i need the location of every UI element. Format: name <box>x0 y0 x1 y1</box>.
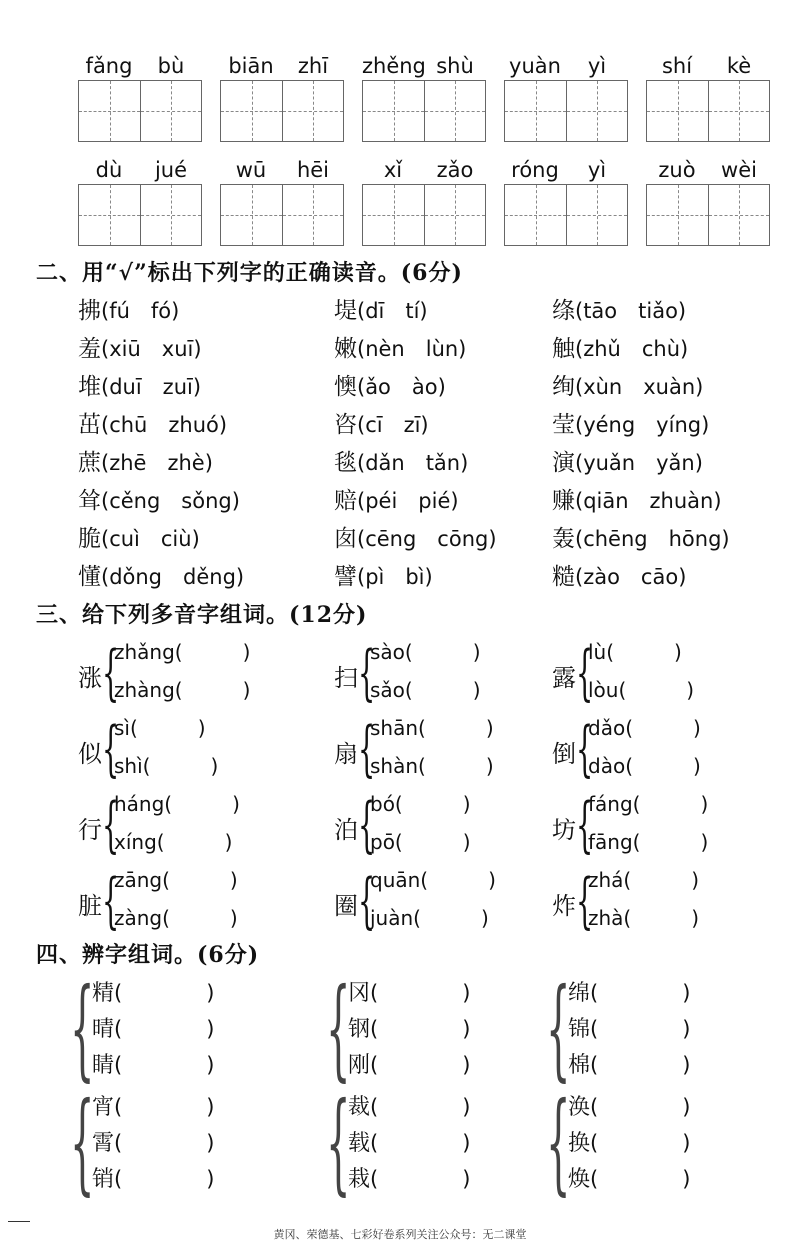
reading-item[interactable] <box>78 406 227 439</box>
word-blank[interactable] <box>92 1048 214 1079</box>
reading-char: 羞 <box>78 336 101 362</box>
reading-options[interactable]: (chū zhuó) <box>101 413 228 437</box>
pinyin-group <box>220 158 362 246</box>
reading-options[interactable]: (chēng hōng) <box>575 527 730 551</box>
reading-item[interactable] <box>552 406 709 439</box>
reading-options[interactable]: (nèn lùn) <box>357 337 467 361</box>
reading-blank[interactable]: pō( ) <box>370 830 471 854</box>
pinyin-label: kè <box>726 54 752 78</box>
pinyin-group <box>78 54 220 142</box>
polyphone-item <box>334 864 534 942</box>
pinyin-label: shù <box>436 54 474 78</box>
brace-icon: { <box>102 638 120 708</box>
reading-item[interactable] <box>78 558 244 591</box>
reading-options[interactable]: (zào cāo) <box>575 565 687 589</box>
writing-grid[interactable] <box>646 184 770 246</box>
reading-item[interactable] <box>78 444 213 477</box>
pinyin-row-2 <box>78 158 778 246</box>
polyphone-item <box>78 864 278 942</box>
polyphone-char: 坊 <box>552 816 576 844</box>
word-blank[interactable] <box>348 1126 470 1157</box>
blank[interactable]: ( ) <box>114 981 215 1005</box>
brace-icon: { <box>576 714 594 784</box>
reading-char: 懊 <box>334 374 357 400</box>
pinyin-label: bù <box>157 54 185 78</box>
word-blank[interactable] <box>92 1162 214 1193</box>
reading-char: 绚 <box>552 374 575 400</box>
reading-item[interactable] <box>334 482 459 515</box>
reading-blank[interactable]: zhá( ) <box>588 868 700 892</box>
word-blank[interactable] <box>348 1012 470 1043</box>
reading-item[interactable] <box>334 444 468 477</box>
word-blank[interactable] <box>568 1048 690 1079</box>
group-char: 棉 <box>568 1053 591 1078</box>
reading-char: 耸 <box>78 488 101 514</box>
reading-item[interactable] <box>334 520 497 553</box>
polyphone-char: 扇 <box>334 740 358 768</box>
blank[interactable]: ( ) <box>114 1131 215 1155</box>
writing-grid[interactable] <box>78 80 202 142</box>
reading-char: 赔 <box>334 488 357 514</box>
polyphone-char: 扫 <box>334 664 358 692</box>
brace-icon: { <box>358 790 376 860</box>
polyphone-item <box>78 788 278 866</box>
brace-icon: { <box>70 1078 95 1206</box>
reading-blank[interactable]: xíng( ) <box>114 830 233 854</box>
footer-note: 黄冈、荣德基、七彩好卷系列关注公众号：无二课堂 <box>273 1228 527 1241</box>
reading-char: 演 <box>552 450 575 476</box>
reading-options[interactable]: (zhǔ chù) <box>575 337 689 361</box>
pinyin-label: xǐ <box>383 158 403 182</box>
writing-grid[interactable] <box>504 80 628 142</box>
group-char: 焕 <box>568 1167 591 1192</box>
blank[interactable]: ( ) <box>370 981 471 1005</box>
reading-blank[interactable]: zāng( ) <box>114 868 238 892</box>
reading-char: 蔗 <box>78 450 101 476</box>
reading-char: 绦 <box>552 298 575 324</box>
reading-char: 莹 <box>552 412 575 438</box>
reading-item[interactable] <box>552 482 722 515</box>
char-group <box>326 1078 536 1206</box>
group-char: 销 <box>92 1167 115 1192</box>
blank[interactable]: ( ) <box>590 1167 691 1191</box>
group-char: 睛 <box>92 1053 115 1078</box>
reading-blank[interactable]: shì( ) <box>114 754 219 778</box>
writing-grid[interactable] <box>646 80 770 142</box>
brace-icon: { <box>326 964 351 1092</box>
reading-blank[interactable]: dào( ) <box>588 754 701 778</box>
section-2-title: 二、用“√”标出下列字的正确读音。(6分) <box>36 260 463 286</box>
reading-options[interactable]: (zhē zhè) <box>101 451 213 475</box>
reading-char: 拂 <box>78 298 101 324</box>
reading-options[interactable]: (cēng cōng) <box>357 527 497 551</box>
reading-options[interactable]: (fú fó) <box>101 299 180 323</box>
pinyin-label: zuò <box>658 158 696 182</box>
reading-blank[interactable]: zàng( ) <box>114 906 238 930</box>
word-blank[interactable] <box>348 976 470 1007</box>
polyphone-char: 似 <box>78 740 102 768</box>
reading-char: 咨 <box>334 412 357 438</box>
reading-blank[interactable]: bó( ) <box>370 792 471 816</box>
reading-options[interactable]: (xiū xuī) <box>101 337 202 361</box>
reading-options[interactable]: (cěng sǒng) <box>101 489 240 513</box>
reading-blank[interactable]: zhǎng( ) <box>114 640 251 664</box>
polyphone-item <box>334 712 534 790</box>
polyphone-item <box>552 864 752 942</box>
group-char: 刚 <box>348 1053 371 1078</box>
reading-item[interactable] <box>334 558 433 591</box>
blank[interactable]: ( ) <box>114 1095 215 1119</box>
brace-icon: { <box>358 638 376 708</box>
word-blank[interactable] <box>92 1012 214 1043</box>
reading-options[interactable]: (qiān zhuàn) <box>575 489 722 513</box>
blank[interactable]: ( ) <box>114 1017 215 1041</box>
reading-blank[interactable]: lù( ) <box>588 640 682 664</box>
writing-grid[interactable] <box>220 184 344 246</box>
reading-item[interactable] <box>552 330 688 363</box>
polyphone-item <box>334 636 534 714</box>
pinyin-label: jué <box>154 158 188 182</box>
blank[interactable]: ( ) <box>370 1131 471 1155</box>
reading-char: 轰 <box>552 526 575 552</box>
word-blank[interactable] <box>568 1162 690 1193</box>
reading-options[interactable]: (duī zuī) <box>101 375 202 399</box>
blank[interactable]: ( ) <box>590 981 691 1005</box>
pinyin-label: róng <box>511 158 559 182</box>
reading-item[interactable] <box>552 558 686 591</box>
blank[interactable]: ( ) <box>370 1167 471 1191</box>
blank[interactable]: ( ) <box>370 1053 471 1077</box>
char-group <box>326 964 536 1092</box>
reading-item[interactable] <box>78 520 200 553</box>
polyphone-item <box>78 712 278 790</box>
blank[interactable]: ( ) <box>114 1053 215 1077</box>
group-char: 栽 <box>348 1167 371 1192</box>
pinyin-row-1 <box>78 54 778 142</box>
char-group <box>70 1078 280 1206</box>
reading-blank[interactable]: fāng( ) <box>588 830 709 854</box>
brace-icon: { <box>576 790 594 860</box>
blank[interactable]: ( ) <box>590 1095 691 1119</box>
pinyin-group <box>78 158 220 246</box>
reading-options[interactable]: (yéng yíng) <box>575 413 710 437</box>
reading-char: 嫩 <box>334 336 357 362</box>
polyphone-char: 脏 <box>78 892 102 920</box>
word-blank[interactable] <box>92 976 214 1007</box>
blank[interactable]: ( ) <box>370 1095 471 1119</box>
group-char: 冈 <box>348 981 371 1006</box>
group-char: 裁 <box>348 1095 371 1120</box>
reading-char: 赚 <box>552 488 575 514</box>
brace-icon: { <box>326 1078 351 1206</box>
polyphone-char: 倒 <box>552 740 576 768</box>
pinyin-label: hēi <box>296 158 330 182</box>
polyphone-char: 炸 <box>552 892 576 920</box>
reading-char: 堆 <box>78 374 101 400</box>
reading-blank[interactable]: shàn( ) <box>370 754 494 778</box>
pinyin-label: fǎng <box>85 54 133 78</box>
brace-icon: { <box>546 1078 571 1206</box>
reading-item[interactable] <box>78 292 179 325</box>
reading-char: 茁 <box>78 412 101 438</box>
reading-item[interactable] <box>334 292 428 325</box>
writing-grid[interactable] <box>504 184 628 246</box>
polyphone-char: 泊 <box>334 816 358 844</box>
pinyin-group <box>646 158 788 246</box>
reading-options[interactable]: (dǒng děng) <box>101 565 245 589</box>
group-char: 精 <box>92 981 115 1006</box>
pinyin-group <box>220 54 362 142</box>
footer-dash <box>8 1221 30 1222</box>
word-blank[interactable] <box>92 1126 214 1157</box>
blank[interactable]: ( ) <box>590 1017 691 1041</box>
pinyin-label: wèi <box>721 158 757 182</box>
pinyin-label: yuàn <box>509 54 561 78</box>
reading-char: 懂 <box>78 564 101 590</box>
char-group <box>546 964 756 1092</box>
polyphone-char: 露 <box>552 664 576 692</box>
group-char: 换 <box>568 1131 591 1156</box>
group-char: 锦 <box>568 1017 591 1042</box>
blank[interactable]: ( ) <box>114 1167 215 1191</box>
reading-options[interactable]: (cuì ciù) <box>101 527 200 551</box>
word-blank[interactable] <box>348 1162 470 1193</box>
group-char: 晴 <box>92 1017 115 1042</box>
group-char: 涣 <box>568 1095 591 1120</box>
brace-icon: { <box>358 866 376 936</box>
word-blank[interactable] <box>348 1090 470 1121</box>
brace-icon: { <box>102 866 120 936</box>
polyphone-item <box>552 712 752 790</box>
word-blank[interactable] <box>568 1126 690 1157</box>
reading-char: 囱 <box>334 526 357 552</box>
pinyin-group <box>504 158 646 246</box>
reading-item[interactable] <box>552 444 703 477</box>
writing-grid[interactable] <box>362 184 486 246</box>
reading-blank[interactable]: shān( ) <box>370 716 494 740</box>
pinyin-group <box>646 54 788 142</box>
reading-char: 毯 <box>334 450 357 476</box>
reading-char: 脆 <box>78 526 101 552</box>
reading-options[interactable]: (péi pié) <box>357 489 459 513</box>
brace-icon: { <box>102 790 120 860</box>
section-3-title: 三、给下列多音字组词。(12分) <box>36 602 368 628</box>
word-blank[interactable] <box>92 1090 214 1121</box>
pinyin-label: dù <box>95 158 123 182</box>
reading-item[interactable] <box>78 330 202 363</box>
pinyin-label: yì <box>587 158 607 182</box>
reading-blank[interactable]: lòu( ) <box>588 678 695 702</box>
brace-icon: { <box>546 964 571 1092</box>
writing-grid[interactable] <box>220 80 344 142</box>
polyphone-item <box>552 636 752 714</box>
polyphone-item <box>334 788 534 866</box>
reading-options[interactable]: (yuǎn yǎn) <box>575 451 703 475</box>
reading-item[interactable] <box>552 292 686 325</box>
blank[interactable]: ( ) <box>370 1017 471 1041</box>
reading-blank[interactable]: sì( ) <box>114 716 206 740</box>
reading-item[interactable] <box>78 482 240 515</box>
brace-icon: { <box>576 638 594 708</box>
blank[interactable]: ( ) <box>590 1053 691 1077</box>
reading-options[interactable]: (xùn xuàn) <box>575 375 704 399</box>
reading-blank[interactable]: zhà( ) <box>588 906 700 930</box>
group-char: 霄 <box>92 1131 115 1156</box>
reading-item[interactable] <box>552 368 703 401</box>
writing-grid[interactable] <box>362 80 486 142</box>
polyphone-char: 圈 <box>334 892 358 920</box>
group-char: 宵 <box>92 1095 115 1120</box>
reading-item[interactable] <box>552 520 730 553</box>
reading-options[interactable]: (cī zī) <box>357 413 429 437</box>
pinyin-label: zhī <box>297 54 329 78</box>
reading-options[interactable]: (dǎn tǎn) <box>357 451 469 475</box>
reading-options[interactable]: (dī tí) <box>357 299 428 323</box>
reading-char: 糙 <box>552 564 575 590</box>
writing-grid[interactable] <box>78 184 202 246</box>
reading-item[interactable] <box>334 368 446 401</box>
blank[interactable]: ( ) <box>590 1131 691 1155</box>
brace-icon: { <box>70 964 95 1092</box>
group-char: 绵 <box>568 981 591 1006</box>
group-char: 载 <box>348 1131 371 1156</box>
pinyin-group <box>362 54 504 142</box>
reading-char: 触 <box>552 336 575 362</box>
word-blank[interactable] <box>568 976 690 1007</box>
reading-blank[interactable]: zhàng( ) <box>114 678 251 702</box>
reading-item[interactable] <box>78 368 201 401</box>
reading-item[interactable] <box>334 330 466 363</box>
reading-options[interactable]: (pì bì) <box>357 565 433 589</box>
reading-options[interactable]: (tāo tiǎo) <box>575 299 687 323</box>
char-group <box>70 964 280 1092</box>
polyphone-char: 涨 <box>78 664 102 692</box>
reading-blank[interactable]: dǎo( ) <box>588 716 701 740</box>
pinyin-group <box>362 158 504 246</box>
polyphone-char: 行 <box>78 816 102 844</box>
pinyin-label: zhěng <box>362 54 426 78</box>
reading-blank[interactable]: sào( ) <box>370 640 481 664</box>
reading-item[interactable] <box>334 406 429 439</box>
group-char: 钢 <box>348 1017 371 1042</box>
reading-char: 譬 <box>334 564 357 590</box>
pinyin-label: wū <box>235 158 267 182</box>
brace-icon: { <box>102 714 120 784</box>
polyphone-item <box>78 636 278 714</box>
pinyin-label: shí <box>661 54 693 78</box>
section-4-title: 四、辨字组词。(6分) <box>36 942 260 968</box>
reading-blank[interactable]: sǎo( ) <box>370 678 481 702</box>
pinyin-group <box>504 54 646 142</box>
reading-blank[interactable]: quān( ) <box>370 868 496 892</box>
reading-char: 堤 <box>334 298 357 324</box>
pinyin-label: yì <box>587 54 607 78</box>
reading-blank[interactable]: háng( ) <box>114 792 240 816</box>
pinyin-label: zǎo <box>436 158 474 182</box>
word-blank[interactable] <box>348 1048 470 1079</box>
brace-icon: { <box>358 714 376 784</box>
reading-blank[interactable]: fáng( ) <box>588 792 709 816</box>
pinyin-label: biān <box>228 54 274 78</box>
char-group <box>546 1078 756 1206</box>
polyphone-item <box>552 788 752 866</box>
reading-options[interactable]: (ǎo ào) <box>357 375 446 399</box>
brace-icon: { <box>576 866 594 936</box>
reading-blank[interactable]: juàn( ) <box>370 906 489 930</box>
word-blank[interactable] <box>568 1090 690 1121</box>
word-blank[interactable] <box>568 1012 690 1043</box>
